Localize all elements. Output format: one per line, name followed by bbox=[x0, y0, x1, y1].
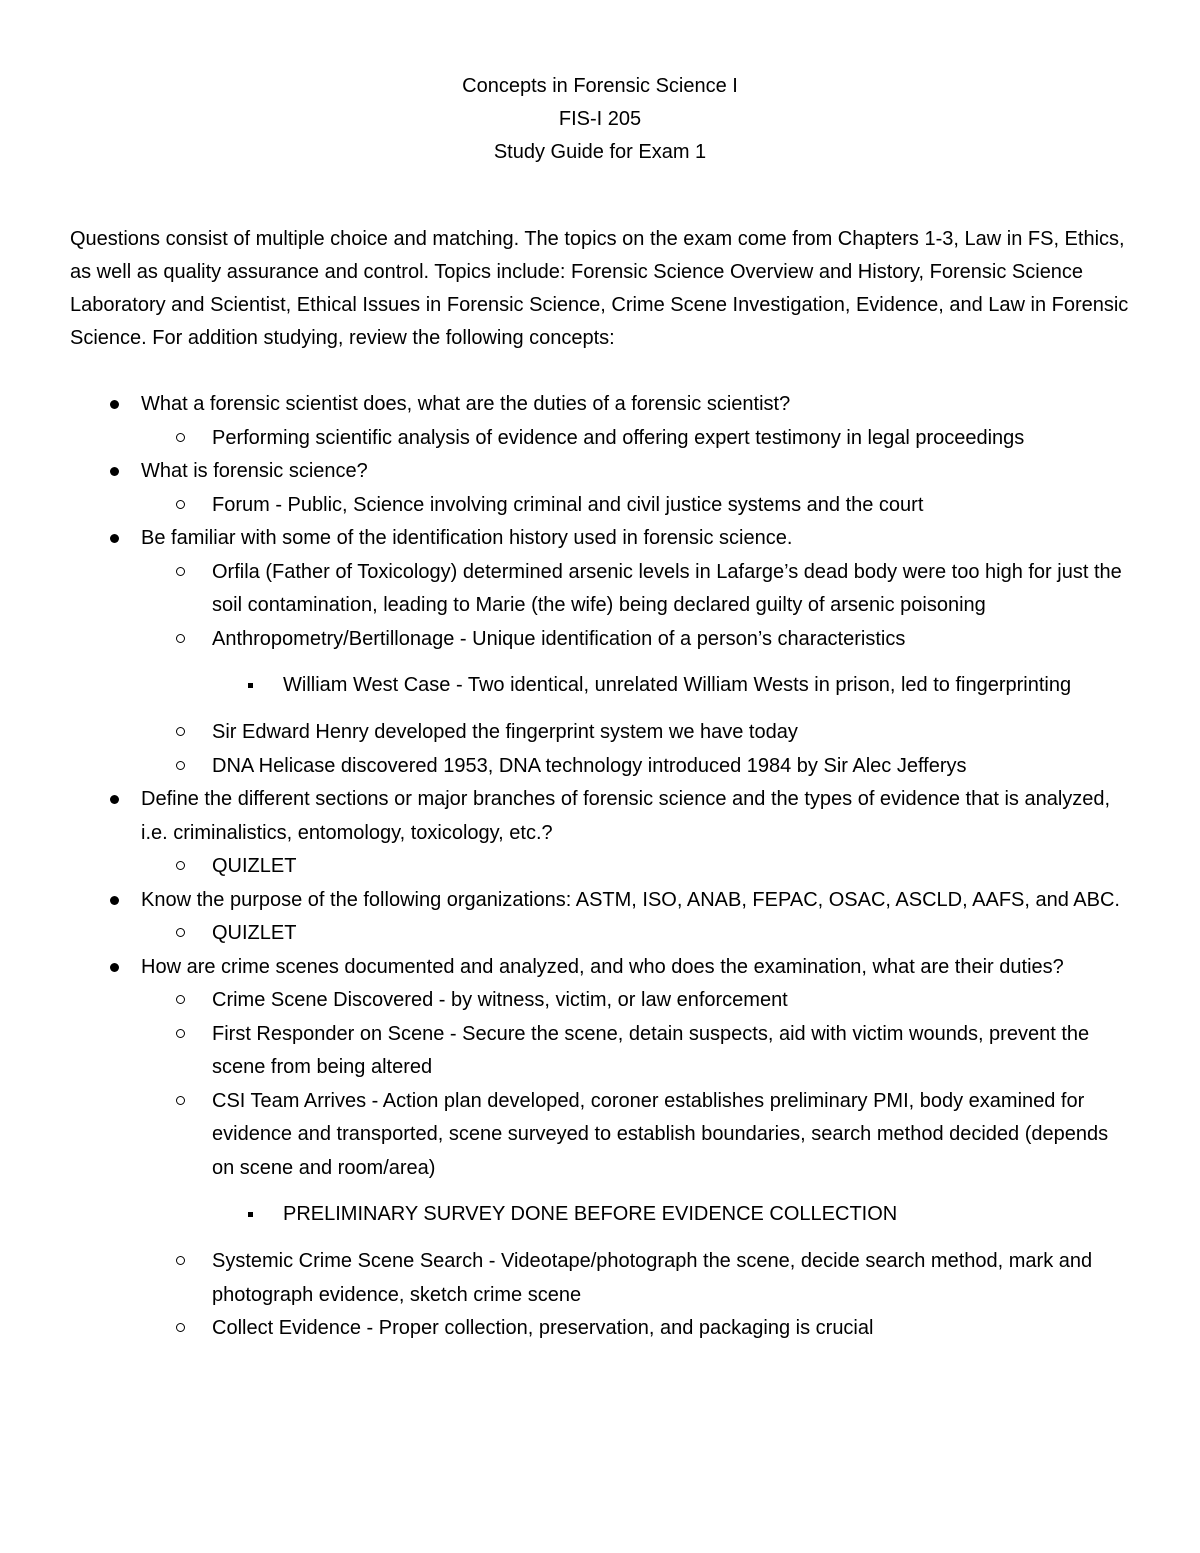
item-text: Know the purpose of the following organizations: ASTM, ISO, ANAB, FEPAC, OSAC, ASCLD, AAFS, and ABC. bbox=[141, 888, 1120, 911]
item-text: DNA Helicase discovered 1953, DNA technology introduced 1984 by Sir Alec Jefferys bbox=[212, 754, 967, 777]
item-text: Sir Edward Henry developed the fingerprint system we have today bbox=[212, 721, 798, 743]
sub-bullet-item bbox=[0, 623, 1200, 657]
item-text: QUIZLET bbox=[212, 855, 297, 877]
item-text: Be familiar with some of the identification history used in forensic science. bbox=[141, 527, 793, 549]
bullet-item bbox=[0, 951, 1200, 985]
filled-bullet-icon bbox=[110, 534, 119, 543]
sub-bullet-item bbox=[0, 1085, 1200, 1186]
item-text: QUIZLET bbox=[212, 922, 297, 944]
sub-bullet-item bbox=[0, 422, 1200, 456]
sub-sub-bullet-item bbox=[0, 664, 1200, 706]
spacer bbox=[0, 706, 1200, 716]
item-text: Orfila (Father of Toxicology) determined arsenic levels in Lafarge’s dead body were too high for just the soil contamination, leading to Marie (the wife) being declared guilty of arsenic poisoning bbox=[212, 560, 1122, 616]
item-text: First Responder on Scene - Secure the scene, detain suspects, aid with victim wounds, prevent the scene from being altered bbox=[212, 1022, 1090, 1078]
sub-bullet-item bbox=[0, 1018, 1200, 1085]
hollow-circle-bullet-icon bbox=[176, 1096, 185, 1105]
hollow-circle-bullet-icon bbox=[176, 500, 185, 509]
filled-bullet-icon bbox=[110, 896, 119, 905]
sub-sub-bullet-item bbox=[0, 1193, 1200, 1235]
hollow-circle-bullet-icon bbox=[176, 861, 185, 870]
item-text: Crime Scene Discovered - by witness, victim, or law enforcement bbox=[212, 989, 788, 1011]
square-bullet-icon bbox=[248, 1212, 253, 1217]
hollow-circle-bullet-icon bbox=[176, 634, 185, 643]
hollow-circle-bullet-icon bbox=[176, 995, 185, 1004]
item-text: Performing scientific analysis of evidence and offering expert testimony in legal proceedings bbox=[212, 426, 1025, 449]
filled-bullet-icon bbox=[110, 467, 119, 476]
sub-bullet-item bbox=[0, 850, 1200, 884]
hollow-circle-bullet-icon bbox=[176, 928, 185, 937]
item-text: What a forensic scientist does, what are the duties of a forensic scientist? bbox=[141, 393, 791, 415]
intro-paragraph: Questions consist of multiple choice and matching. The topics on the exam come from Chapters 1-3, Law in FS, Ethics, as well as quality assurance and control. Topics include: Forensic Science Overview and History, Forensic Science Laboratory and Scientist, Ethical Issues in Forensic Science, Crime Scene Investigation, Evidence, and Law in Forensic Science. For addition studying, review the following concepts: bbox=[70, 228, 1129, 349]
sub-bullet-item bbox=[0, 489, 1200, 523]
hollow-circle-bullet-icon bbox=[176, 1256, 185, 1265]
square-bullet-icon bbox=[248, 683, 253, 688]
bullet-item bbox=[0, 884, 1200, 918]
item-text: Collect Evidence - Proper collection, preservation, and packaging is crucial bbox=[212, 1317, 874, 1339]
filled-bullet-icon bbox=[110, 795, 119, 804]
document-header bbox=[0, 72, 1200, 171]
sub-bullet-item bbox=[0, 984, 1200, 1018]
bullet-item bbox=[0, 783, 1200, 850]
bullet-item bbox=[0, 388, 1200, 422]
spacer bbox=[0, 1235, 1200, 1245]
item-text: PRELIMINARY SURVEY DONE BEFORE EVIDENCE COLLECTION bbox=[283, 1203, 898, 1225]
item-text: William West Case - Two identical, unrelated William Wests in prison, led to fingerprinting bbox=[283, 674, 1072, 696]
item-text: Systemic Crime Scene Search - Videotape/photograph the scene, decide search method, mark and photograph evidence, sketch crime scene bbox=[212, 1250, 1093, 1306]
hollow-circle-bullet-icon bbox=[176, 1323, 185, 1332]
sub-bullet-item bbox=[0, 917, 1200, 951]
sub-bullet-item bbox=[0, 1245, 1200, 1312]
sub-bullet-item bbox=[0, 1312, 1200, 1346]
sub-bullet-item bbox=[0, 556, 1200, 623]
filled-bullet-icon bbox=[110, 400, 119, 409]
guide-title: Study Guide for Exam 1 bbox=[493, 141, 707, 163]
concept-outline bbox=[0, 388, 1200, 1346]
item-text: CSI Team Arrives - Action plan developed, coroner establishes preliminary PMI, body examined for evidence and transported, scene surveyed to establish boundaries, search method decided (depends on scene and room/area) bbox=[212, 1089, 1109, 1179]
item-text: Anthropometry/Bertillonage - Unique identification of a person’s characteristics bbox=[212, 627, 906, 650]
hollow-circle-bullet-icon bbox=[176, 761, 185, 770]
hollow-circle-bullet-icon bbox=[176, 1029, 185, 1038]
sub-bullet-item bbox=[0, 750, 1200, 784]
hollow-circle-bullet-icon bbox=[176, 727, 185, 736]
sub-bullet-item bbox=[0, 716, 1200, 750]
item-text: Define the different sections or major branches of forensic science and the types of evidence that is analyzed, i.e. criminalistics, entomology, toxicology, etc.? bbox=[141, 788, 1111, 844]
item-text: How are crime scenes documented and analyzed, and who does the examination, what are their duties? bbox=[141, 955, 1064, 978]
hollow-circle-bullet-icon bbox=[176, 567, 185, 576]
item-text: Forum - Public, Science involving criminal and civil justice systems and the court bbox=[212, 493, 924, 516]
item-text: What is forensic science? bbox=[141, 460, 368, 482]
hollow-circle-bullet-icon bbox=[176, 433, 185, 442]
course-title: Concepts in Forensic Science I bbox=[462, 75, 738, 97]
filled-bullet-icon bbox=[110, 963, 119, 972]
bullet-item bbox=[0, 455, 1200, 489]
bullet-item bbox=[0, 522, 1200, 556]
course-code: FIS-I 205 bbox=[558, 108, 642, 130]
